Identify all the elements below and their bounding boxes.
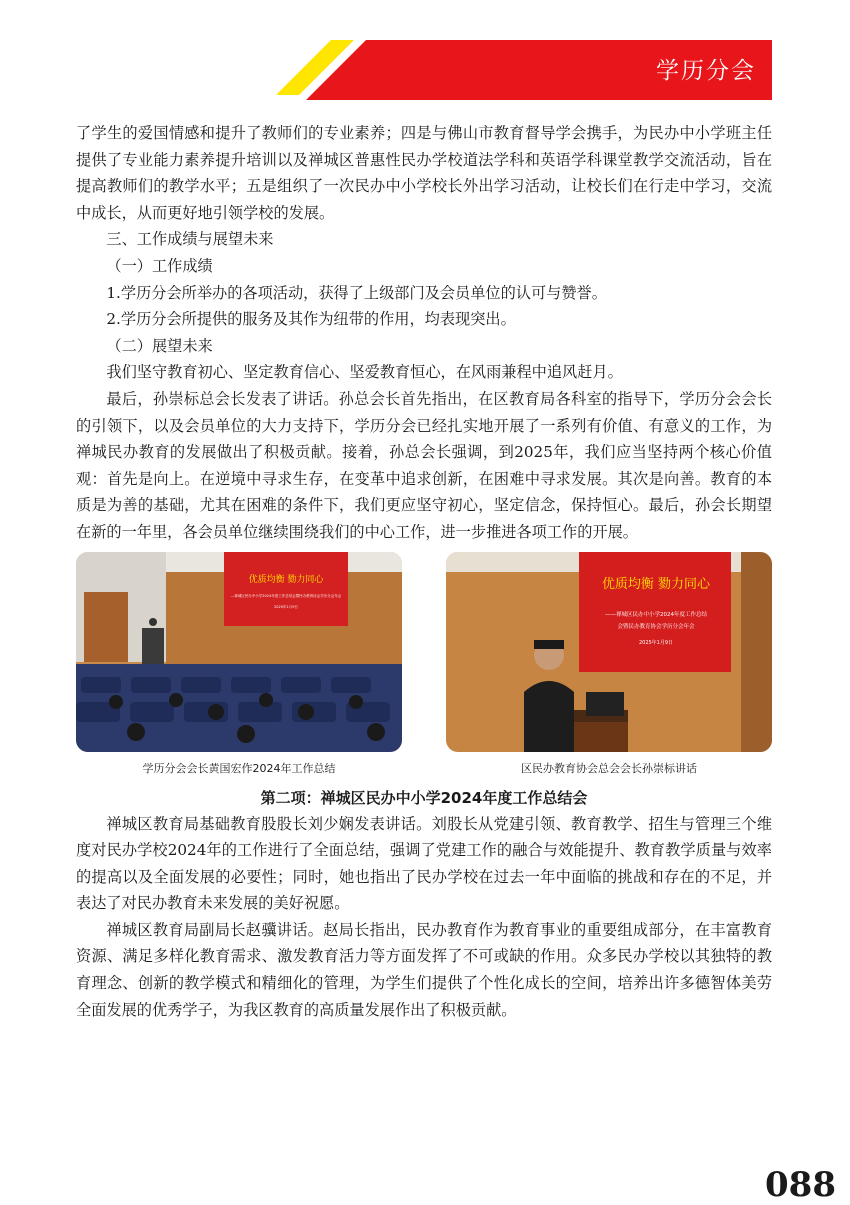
screen-subtitle-2: 会暨民办教育协会学历分会年会	[617, 623, 695, 630]
screen-subtitle: —禅城区民办中小学2024年度工作总结会暨民办教育协会学历分会年会	[230, 593, 342, 598]
section2-title: 第二项：禅城区民办中小学2024年度工作总结会	[260, 788, 588, 807]
screen-date: 2025年1月9日	[638, 639, 674, 646]
section-banner	[276, 40, 772, 100]
screen-date: 2025年1月9日	[274, 604, 298, 609]
paragraph: 最后，孙崇标总会长发表了讲话。孙总会长首先指出，在区教育局各科室的指导下，学历分会会长的引领下，以及会员单位的大力支持下，学历分会已经扎实地开展了一系列有价值、有意义的工作，为禅城民办教育的发展做出了积极贡献。接着，孙总会长强调，到2025年，我们应当坚持两个核心价值观：首先是向上。在逆境中寻求生存，在变革中追求创新，在困难中寻求发展。其次是向善。教育的本质是为善的基础，尤其在困难的条件下，我们更应坚守初心，坚定信念，保持恒心。最后，孙会长期望在新的一年里，各会员单位继续围绕我们的中心工作，进一步推进各项工作的开展。	[76, 389, 772, 541]
paragraph: 了学生的爱国情感和提升了教师们的专业素养；四是与佛山市教育督导学会携手，为民办中小学班主任提供了专业能力素养提升培训以及禅城区普惠性民办学校道法学科和英语学科课堂教学交流活动，旨在提高教师们的教学水平；五是组织了一次民办中小学校长外出学习活动，让校长们在行走中学习，交流中成长，从而更好地引领学校的发展。	[76, 124, 772, 222]
photo-row	[76, 552, 772, 777]
list-item: 2.学历分会所提供的服务及其作为纽带的作用，均表现突出。	[106, 310, 516, 329]
section-title: 学历分会	[656, 58, 756, 84]
photo-caption: 区民办教育协会总会会长孙崇标讲话	[521, 761, 697, 775]
subheading-outlook: （二）展望未来	[106, 336, 213, 355]
list-item: 1.学历分会所举办的各项活动，获得了上级部门及会员单位的认可与赞誉。	[106, 283, 607, 302]
screen-subtitle: ——禅城区民办中小学2024年度工作总结	[605, 611, 707, 618]
screen-title: 优质均衡 勠力同心	[601, 576, 711, 592]
paragraph: 禅城区教育局副局长赵骥讲话。赵局长指出，民办教育作为教育事业的重要组成部分，在丰富教育资源、满足多样化教育需求、激发教育活力等方面发挥了不可或缺的作用。众多民办学校以其独特的教育理念、创新的教学模式和精细化的管理，为学生们提供了个性化成长的空间，培养出许多德智体美劳全面发展的优秀学子，为我区教育的高质量发展作出了积极贡献。	[76, 920, 772, 1019]
photo-figure-right	[446, 552, 772, 777]
photo-meeting-hall	[76, 552, 402, 752]
photo-caption: 学历分会会长黄国宏作2024年工作总结	[142, 761, 336, 775]
page-content	[76, 120, 772, 1023]
photo-speaker	[446, 552, 772, 752]
subheading-achievements: （一）工作成绩	[106, 256, 213, 275]
photo-figure-left	[76, 552, 402, 777]
heading-achievements-outlook: 三、工作成绩与展望未来	[106, 230, 274, 249]
paragraph: 我们坚守教育初心、坚定教育信心、坚爱教育恒心，在风雨兼程中追风赶月。	[106, 363, 623, 382]
page-number: 088	[765, 1165, 836, 1205]
screen-title: 优质均衡 勠力同心	[248, 574, 324, 585]
paragraph: 禅城区教育局基础教育股股长刘少娴发表讲话。刘股长从党建引领、教育教学、招生与管理三个维度对民办学校2024年的工作进行了全面总结，强调了党建工作的融合与效能提升、教育教学质量与效率的提高以及全面发展的必要性；同时，她也指出了民办学校在过去一年中面临的挑战和存在的不足，并表达了对民办教育未来发展的美好祝愿。	[76, 814, 772, 913]
